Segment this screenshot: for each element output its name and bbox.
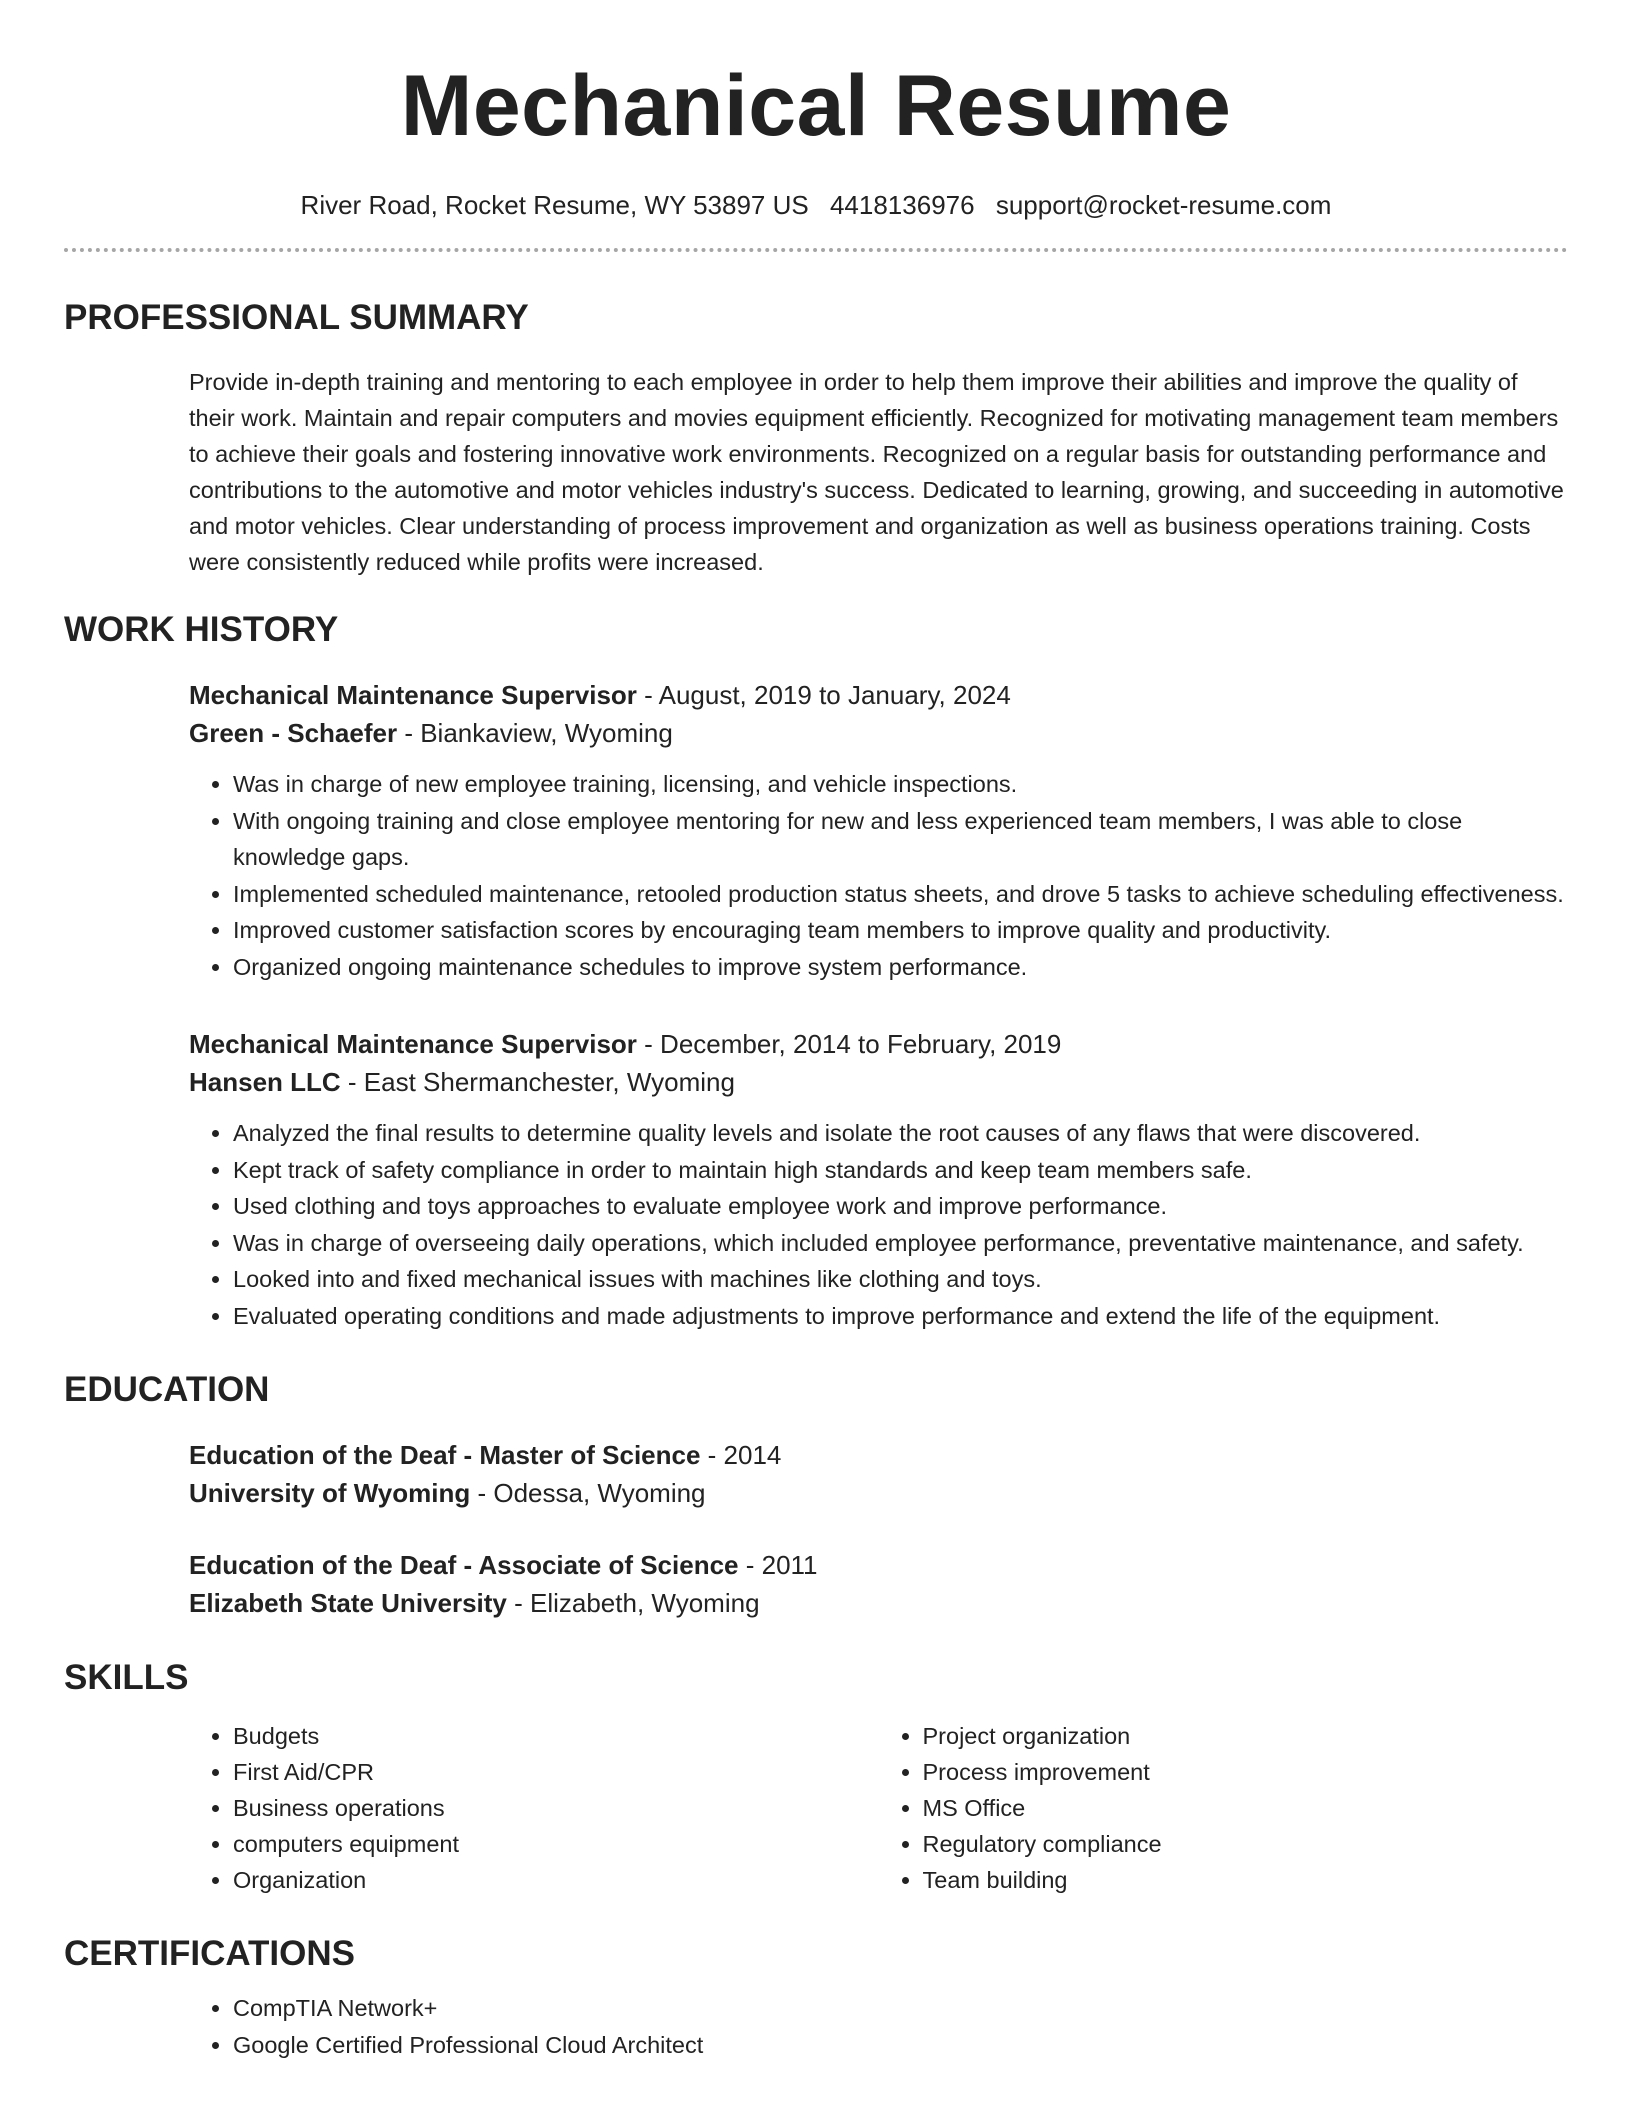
job-title-line <box>189 1025 1568 1063</box>
certification-item: • Google Certified Professional Cloud Architect <box>233 2027 1568 2064</box>
list-item: • Improved customer satisfaction scores by encouraging team members to improve quality and productivity. <box>233 912 1568 949</box>
certification-list <box>189 1990 1568 2063</box>
skills-column-right <box>879 1718 1569 1898</box>
school-location: - Elizabeth, Wyoming <box>506 1588 760 1618</box>
contact-line <box>64 188 1568 222</box>
job-role: Mechanical Maintenance Supervisor <box>189 1029 637 1059</box>
section-title-skills: SKILLS <box>64 1658 189 1697</box>
school-line <box>189 1474 1568 1512</box>
degree-year: - 2014 <box>700 1440 782 1470</box>
list-item: • Used clothing and toys approaches to evaluate employee work and improve performance. <box>233 1188 1568 1225</box>
certifications-section <box>189 1990 1568 2063</box>
job-bullets <box>189 766 1568 985</box>
list-item: • Analyzed the final results to determine quality levels and isolate the root causes of any flaws that were discovered. <box>233 1115 1568 1152</box>
skill-item: • Project organization <box>923 1718 1569 1754</box>
contact-address: River Road, Rocket Resume, WY 53897 US <box>300 190 809 220</box>
summary-text: Provide in-depth training and mentoring to each employee in order to help them improve their abilities and improve the quality of their work. Maintain and repair computers and movies equipment efficiently. Recognized for motivating management team members to achieve their goals and fostering innovative work environments. Recognized on a regular basis for outstanding performance and contributions to the automotive and motor vehicles industry's success. Dedicated to learning, growing, and succeeding in automotive and motor vehicles. Clear understanding of process improvement and organization as well as business operations training. Costs were consistently reduced while profits were increased. <box>189 369 1564 575</box>
skill-item: • First Aid/CPR <box>233 1754 879 1790</box>
degree-year: - 2011 <box>738 1550 818 1580</box>
skill-item: • Process improvement <box>923 1754 1569 1790</box>
section-title-certifications: CERTIFICATIONS <box>64 1934 356 1973</box>
job-dates: - December, 2014 to February, 2019 <box>636 1029 1062 1059</box>
section-title-education: EDUCATION <box>64 1370 270 1409</box>
job-company-line <box>189 714 1568 752</box>
summary-section <box>189 364 1568 580</box>
list-item: • Looked into and fixed mechanical issues with machines like clothing and toys. <box>233 1261 1568 1298</box>
work-section <box>189 676 1568 1334</box>
job-company: Hansen LLC <box>189 1067 341 1097</box>
job-location: - East Shermanchester, Wyoming <box>340 1067 735 1097</box>
skills-section <box>189 1718 1568 1898</box>
list-item: • Evaluated operating conditions and made adjustments to improve performance and extend the life of the equipment. <box>233 1298 1568 1335</box>
contact-phone: 4418136976 <box>829 190 975 220</box>
list-item: • Kept track of safety compliance in order to maintain high standards and keep team members safe. <box>233 1152 1568 1189</box>
skill-item: • Regulatory compliance <box>923 1826 1569 1862</box>
job-entry <box>189 676 1568 985</box>
education-entry <box>189 1546 1568 1622</box>
degree-line <box>189 1546 1568 1584</box>
skill-item: • Team building <box>923 1862 1569 1898</box>
education-section <box>189 1436 1568 1622</box>
skill-item: • Organization <box>233 1862 879 1898</box>
section-title-work: WORK HISTORY <box>64 610 339 649</box>
job-role: Mechanical Maintenance Supervisor <box>189 680 637 710</box>
job-company: Green - Schaefer <box>189 718 398 748</box>
job-entry <box>189 1025 1568 1334</box>
list-item: • Was in charge of new employee training, licensing, and vehicle inspections. <box>233 766 1568 803</box>
job-dates: - August, 2019 to January, 2024 <box>636 680 1011 710</box>
degree: Education of the Deaf - Master of Science <box>189 1440 701 1470</box>
education-entry <box>189 1436 1568 1512</box>
job-title-line <box>189 676 1568 714</box>
resume-name: Mechanical Resume <box>400 58 1232 154</box>
school-location: - Odessa, Wyoming <box>470 1478 706 1508</box>
list-item: • Organized ongoing maintenance schedules to improve system performance. <box>233 949 1568 986</box>
job-bullets <box>189 1115 1568 1334</box>
skills-column-left <box>189 1718 879 1898</box>
skill-item: • Business operations <box>233 1790 879 1826</box>
job-company-line <box>189 1063 1568 1101</box>
list-item: • Implemented scheduled maintenance, retooled production status sheets, and drove 5 tasks to achieve scheduling effectiveness. <box>233 876 1568 913</box>
school: University of Wyoming <box>189 1478 471 1508</box>
list-item: • Was in charge of overseeing daily operations, which included employee performance, preventative maintenance, and safety. <box>233 1225 1568 1262</box>
skill-item: • Budgets <box>233 1718 879 1754</box>
skills-grid <box>189 1718 1568 1898</box>
job-location: - Biankaview, Wyoming <box>397 718 673 748</box>
skill-item: • MS Office <box>923 1790 1569 1826</box>
certification-item: • CompTIA Network+ <box>233 1990 1568 2027</box>
list-item: • With ongoing training and close employee mentoring for new and less experienced team members, I was able to close knowledge gaps. <box>233 803 1568 876</box>
section-title-summary: PROFESSIONAL SUMMARY <box>64 298 529 337</box>
school-line <box>189 1584 1568 1622</box>
degree: Education of the Deaf - Associate of Science <box>189 1550 739 1580</box>
skill-item: • computers equipment <box>233 1826 879 1862</box>
contact-email: support@rocket-resume.com <box>995 190 1332 220</box>
header-divider <box>64 248 1568 252</box>
degree-line <box>189 1436 1568 1474</box>
school: Elizabeth State University <box>189 1588 507 1618</box>
